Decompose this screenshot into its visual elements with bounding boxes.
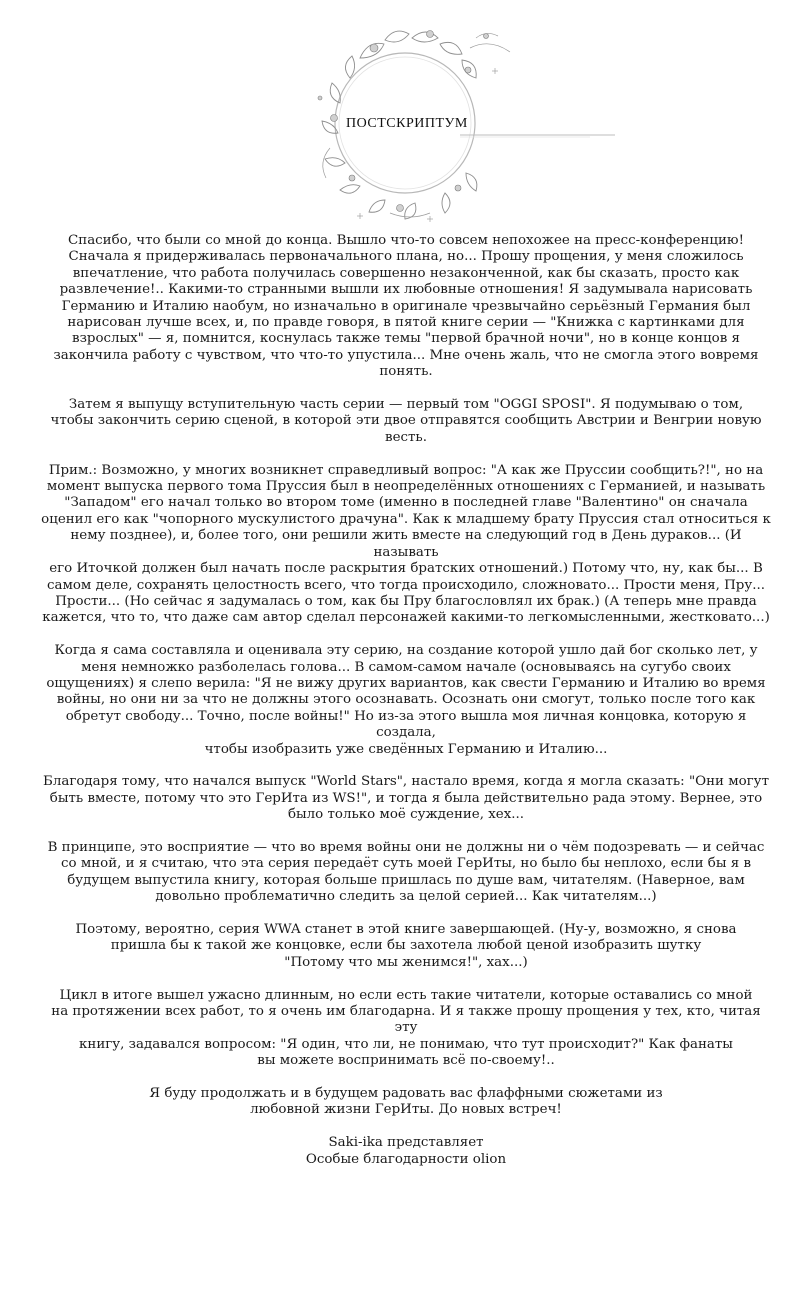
credit-thanks: Особые благодарности olion bbox=[305, 1151, 507, 1167]
paragraph-world-stars: Благодаря тому, что начался выпуск "World Stars", настало время, когда я могла сказать: "Они могут быть вместе, потому что это ГерИта из WS!", и тогда я была действительно рада этому. Вернее, это было только моё суждение, хех... bbox=[43, 774, 769, 823]
paragraph-farewell: Я буду продолжать и в будущем радовать вас флаффными сюжетами из любовной жизни ГерИты. До новых встреч! bbox=[149, 1086, 663, 1118]
paragraph-gratitude: Цикл в итоге вышел ужасно длинным, но если есть такие читатели, которые оставались со мной на протяжении всех работ, то я очень им благодарна. И я также прошу прощения у тех, кто, читая эту книгу, задавался вопросом: "Я один, что ли, не понимаю, что тут происходит?" Как фанаты вы можете воспринимать всё по-своему!.. bbox=[51, 987, 761, 1069]
postscript-body bbox=[38, 233, 774, 1168]
paragraph-series-review: Когда я сама составляла и оценивала эту серию, на создание которой ушло дай бог сколько лет, у меня немножко разболелась голова... В самом-самом начале (основываясь на сугубо своих ощущениях) я слепо верила: "Я не вижу других вариантов, как свести Германию и Италию во время войны, но они ни за что не должны этого осознавать. Осознать они смогут, только после того как обретут свободу... Точно, после войны!" Но из-за этого вышла моя личная концовка, которую я создала, чтобы изобразить уже сведённых Германию и Италию... bbox=[46, 643, 766, 757]
paragraph-next-release: Затем я выпущу вступительную часть серии — первый том "OGGI SPOSI". Я подумываю о том, чтобы закончить серию сценой, в которой эти двое отправятся сообщить Австрии и Венгрии новую весть. bbox=[50, 397, 762, 445]
paragraph-wwa-final: Поэтому, вероятно, серия WWA станет в этой книге завершающей. (Ну-у, возможно, я снова пришла бы к такой же концовке, если бы захотела любой ценой изобразить шутку "Потому что мы женимся!", хах...) bbox=[75, 921, 737, 970]
credit-presents: Saki-ika представляет bbox=[328, 1135, 484, 1151]
paragraph-note-prussia: Прим.: Возможно, у многих возникнет справедливый вопрос: "А как же Пруссии сообщить?!", но на момент выпуска первого тома Пруссия был в неопределённых отношениях с Германией, и называть "Западом" его начал только во втором томе (именно в последней главе "Валентино" он сначала оценил его как "чопорного мускулистого драчуна". Как к младшему брату Пруссия стал относиться к нему позднее), и, более того, они решили жить вместе на следующий год в День дураков... (И называть его Иточкой должен был начать после раскрытия братских отношений.) Потому что, ну, как бы... В самом деле, сохранять целостность всего, что тогда происходило, сложновато... Прости меня, Пру... Прости... (Но сейчас я задумалась о том, как бы Пру благословлял их брак.) (А теперь мне правда кажется, что то, что даже сам автор сделал персонажей какими-то легкомысленными, жестковато...) bbox=[41, 462, 771, 626]
paragraph-thanks: Спасибо, что были со мной до конца. Вышло что-то совсем непохожее на пресс-конференцию! Сначала я придерживалась первоначального плана, но... Прошу прощения, у меня сложилось впечатление, что работа получилась совершенно незаконченной, как бы сказать, просто как развлечение!.. Какими-то странными вышли их любовные отношения! Я задумывала нарисовать Германию и Италию наобум, но изначально в оригинале чрезвычайно серьёзный Германия был нарисован лучше всех, и, по правде говоря, в пятой книге серии — "Книжка с картинками для взрослых" — я, помнится, коснулась также темы "первой брачной ночи", но в конце концов я закончила работу с чувством, что что-то упустила... Мне очень жаль, что не смогла этого вовремя понять. bbox=[53, 233, 759, 380]
page-title: ПОСТСКРИПТУМ bbox=[346, 116, 468, 131]
credits bbox=[38, 1135, 774, 1168]
paragraph-perception: В принципе, это восприятие — что во время войны они не должны ни о чём подозревать — и сейчас со мной, и я считаю, что эта серия передаёт суть моей ГерИты, но было бы неплохо, если бы я в будущем выпустила книгу, которая больше пришлась по душе вам, читателям. (Наверное, вам довольно проблематично следить за целой серией... Как читателям...) bbox=[47, 839, 765, 905]
